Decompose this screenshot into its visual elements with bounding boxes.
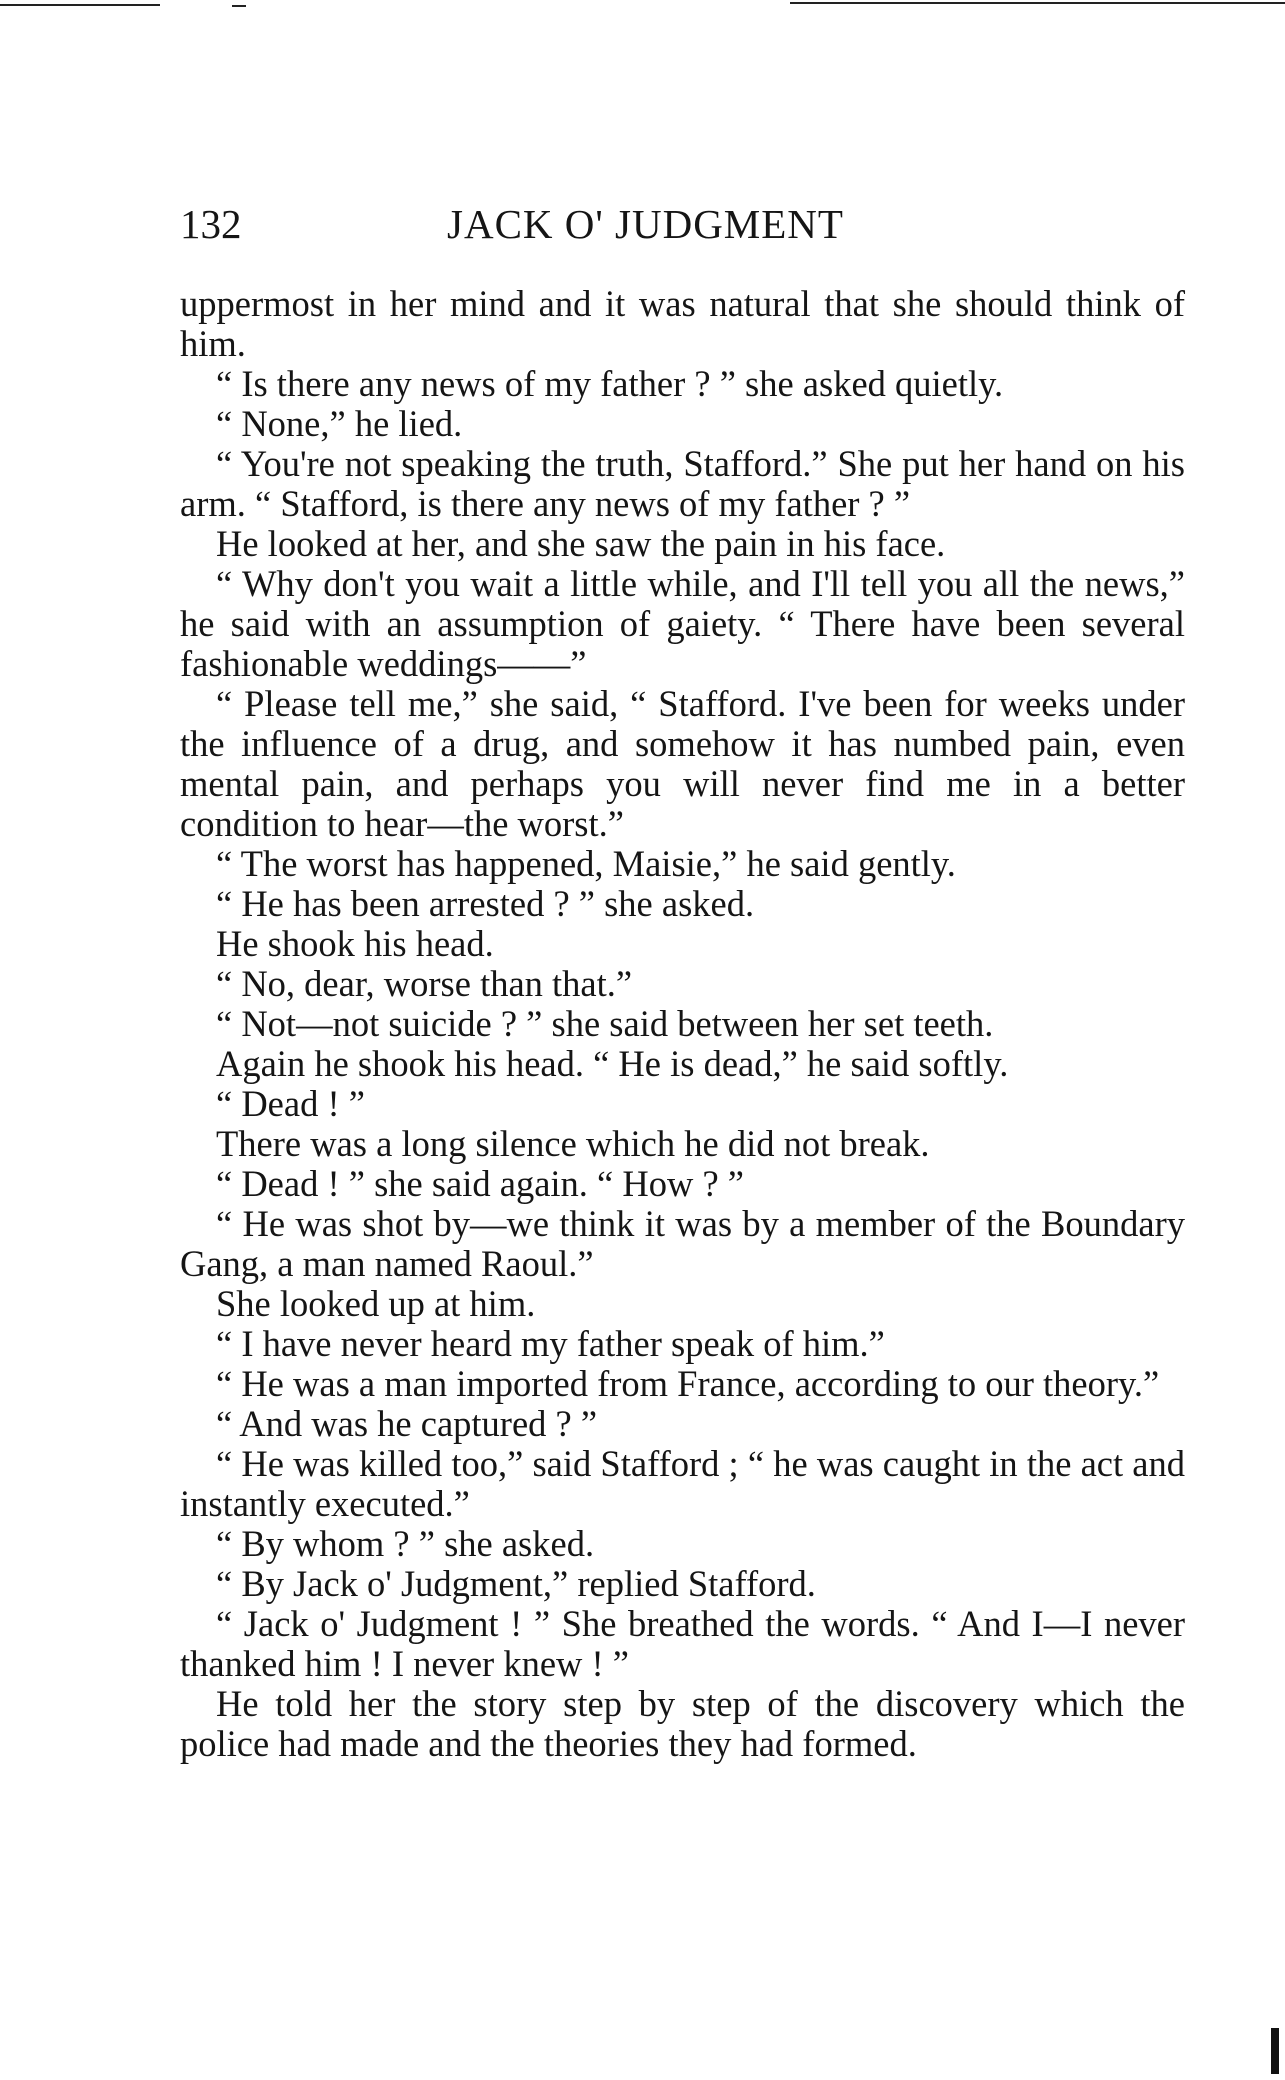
- paragraph: “ By Jack o' Judgment,” replied Stafford.: [216, 1563, 816, 1604]
- paragraph: “ And was he captured ? ”: [216, 1403, 598, 1444]
- scan-edge-artifact: [1271, 2028, 1279, 2074]
- paragraph: uppermost in her mind and it was natural that she should think of him.: [180, 283, 1185, 364]
- paragraph: He looked at her, and she saw the pain in his face.: [216, 523, 946, 564]
- page-header: [180, 196, 1185, 252]
- scan-edge-mark-right: [790, 2, 1285, 4]
- paragraph: “ The worst has happened, Maisie,” he said gently.: [216, 843, 956, 884]
- paragraph: “ No, dear, worse than that.”: [216, 963, 633, 1004]
- paragraph: He told her the story step by step of the discovery which the police had made and the theories they had formed.: [180, 1683, 1185, 1764]
- paragraph: “ You're not speaking the truth, Stafford.” She put her hand on his arm. “ Stafford, is there any news of my father ? ”: [180, 443, 1185, 524]
- paragraph: “ He was killed too,” said Stafford ; “ he was caught in the act and instantly executed.”: [180, 1443, 1185, 1524]
- paragraph: There was a long silence which he did not break.: [216, 1123, 930, 1164]
- paragraph: “ By whom ? ” she asked.: [216, 1523, 595, 1564]
- paragraph: “ Dead ! ”: [216, 1083, 365, 1124]
- page-number: 132: [180, 201, 242, 247]
- paragraph: “ I have never heard my father speak of him.”: [216, 1323, 885, 1364]
- paragraph: He shook his head.: [216, 923, 494, 964]
- paragraph: “ None,” he lied.: [216, 403, 463, 444]
- body-text: [180, 284, 1185, 1764]
- paragraph: “ Dead ! ” she said again. “ How ? ”: [216, 1163, 745, 1204]
- paragraph: “ He was shot by—we think it was by a member of the Boundary Gang, a man named Raoul.”: [180, 1203, 1185, 1284]
- paragraph: “ Why don't you wait a little while, and I'll tell you all the news,” he said with an assumption of gaiety. “ There have been several fashionable weddings——”: [180, 563, 1185, 684]
- paragraph: She looked up at him.: [216, 1283, 536, 1324]
- paragraph: “ Jack o' Judgment ! ” She breathed the words. “ And I—I never thanked him ! I never knew ! ”: [180, 1603, 1185, 1684]
- paragraph: “ He was a man imported from France, according to our theory.”: [216, 1363, 1160, 1404]
- scan-edge-mark-small: [232, 5, 246, 7]
- paragraph: “ Not—not suicide ? ” she said between her set teeth.: [216, 1003, 994, 1044]
- running-title: JACK O' JUDGMENT: [447, 201, 844, 247]
- scan-edge-mark-left: [0, 4, 160, 6]
- paragraph: “ Is there any news of my father ? ” she asked quietly.: [216, 363, 1004, 404]
- paragraph: Again he shook his head. “ He is dead,” he said softly.: [216, 1043, 1009, 1084]
- paragraph: “ He has been arrested ? ” she asked.: [216, 883, 755, 924]
- paragraph: “ Please tell me,” she said, “ Stafford. I've been for weeks under the influence of a drug, and somehow it has numbed pain, even mental pain, and perhaps you will never find me in a better condition to hear—the worst.”: [180, 683, 1185, 844]
